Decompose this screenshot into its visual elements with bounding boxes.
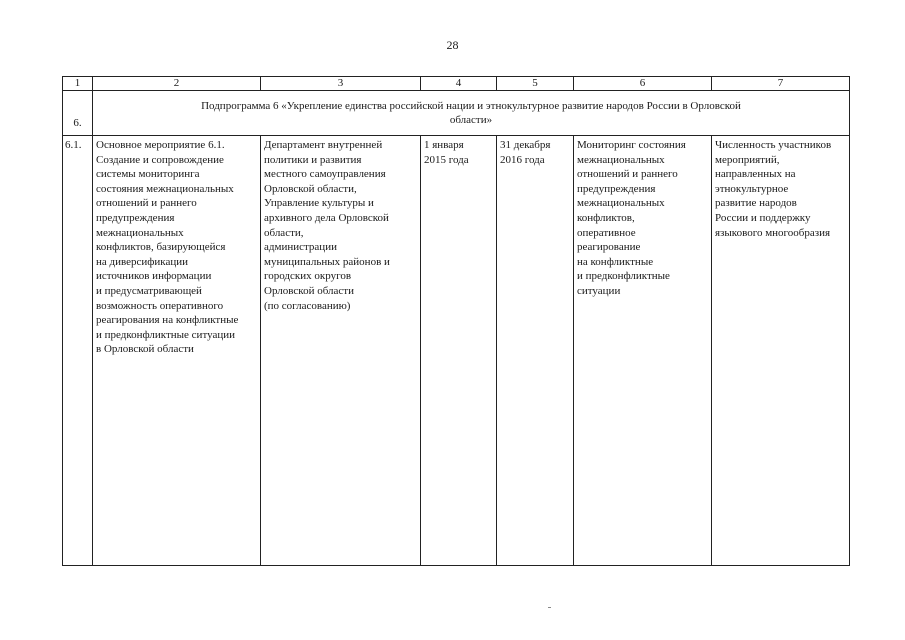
expected-result-line: Мониторинг состояния bbox=[577, 139, 686, 151]
program-table bbox=[62, 76, 850, 566]
indicator-line: России и поддержку bbox=[715, 211, 811, 224]
indicator-line: направленных на bbox=[715, 168, 796, 181]
expected-result-cell bbox=[574, 136, 712, 566]
column-number-cell: 4 bbox=[421, 77, 497, 91]
measure-description-line: и предконфликтные ситуации bbox=[96, 328, 236, 341]
indicator-line: развитие народов bbox=[715, 197, 797, 210]
measure-description-line: на диверсификации bbox=[96, 255, 189, 268]
start-date-line: 1 января bbox=[424, 139, 464, 151]
expected-result-line: ситуации bbox=[577, 284, 621, 297]
executor-line: области, bbox=[264, 226, 304, 239]
column-number-cell: 3 bbox=[261, 77, 421, 91]
indicator-line: языкового многообразия bbox=[715, 226, 831, 239]
expected-result-line: конфликтов, bbox=[577, 211, 635, 224]
measure-row bbox=[63, 136, 850, 566]
column-number-cell: 6 bbox=[574, 77, 712, 91]
executor-line: (по согласованию) bbox=[264, 299, 351, 312]
scan-speck bbox=[548, 607, 551, 608]
subprogram-row bbox=[63, 91, 850, 136]
expected-result-line: оперативное bbox=[577, 226, 636, 239]
measure-description-line: предупреждения bbox=[96, 211, 175, 224]
measure-description-line: системы мониторинга bbox=[96, 168, 200, 181]
measure-description-line: конфликтов, базирующейся bbox=[96, 241, 226, 254]
measure-description-line: и предусматривающей bbox=[96, 284, 202, 297]
end-date-line: 2016 года bbox=[500, 153, 545, 166]
executor-line: политики и развития bbox=[264, 153, 362, 166]
measure-description-line: межнациональных bbox=[96, 226, 184, 239]
expected-result-line: межнациональных bbox=[577, 153, 665, 166]
measure-number: 6.1. bbox=[63, 136, 93, 566]
executor-line: Департамент внутренней bbox=[264, 139, 383, 151]
column-number-cell: 5 bbox=[497, 77, 574, 91]
end-date-cell bbox=[497, 136, 574, 566]
measure-description-line: в Орловской области bbox=[96, 343, 194, 356]
measure-description-line: возможность оперативного bbox=[96, 299, 224, 312]
executor-line: городских округов bbox=[264, 270, 352, 283]
measure-description-line: Создание и сопровождение bbox=[96, 153, 224, 166]
expected-result-line: реагирование bbox=[577, 241, 641, 254]
indicator-cell bbox=[712, 136, 850, 566]
expected-result-line: на конфликтные bbox=[577, 255, 654, 268]
measure-description-line: отношений и раннего bbox=[96, 197, 197, 210]
column-number-cell: 2 bbox=[93, 77, 261, 91]
column-number-cell: 1 bbox=[63, 77, 93, 91]
indicator-line: Численность участников bbox=[715, 139, 832, 151]
subprogram-title: Подпрограмма 6 «Укрепление единства российской нации и этнокультурное развитие народов России в Орловской области» bbox=[201, 100, 741, 126]
column-number-cell: 7 bbox=[712, 77, 850, 91]
executor-line: Управление культуры и bbox=[264, 197, 374, 210]
expected-result-line: и предконфликтные bbox=[577, 270, 670, 283]
executor-line: муниципальных районов и bbox=[264, 255, 390, 268]
column-number-row bbox=[63, 77, 850, 91]
executor-line: Орловской области, bbox=[264, 182, 357, 195]
subprogram-number: 6. bbox=[63, 91, 93, 136]
subprogram-title-cell bbox=[93, 91, 850, 136]
executor-line: Орловской области bbox=[264, 284, 354, 297]
start-date-cell bbox=[421, 136, 497, 566]
measure-description-line: источников информации bbox=[96, 270, 212, 283]
executor-line: местного самоуправления bbox=[264, 168, 386, 181]
start-date-line: 2015 года bbox=[424, 153, 469, 166]
executor-line: архивного дела Орловской bbox=[264, 211, 389, 224]
expected-result-line: предупреждения bbox=[577, 182, 656, 195]
executor-cell bbox=[261, 136, 421, 566]
measure-description-line: реагирования на конфликтные bbox=[96, 314, 239, 327]
end-date-line: 31 декабря bbox=[500, 139, 551, 151]
indicator-line: мероприятий, bbox=[715, 153, 780, 166]
measure-description-line: состояния межнациональных bbox=[96, 182, 234, 195]
page-number: 28 bbox=[446, 38, 459, 52]
expected-result-line: отношений и раннего bbox=[577, 168, 678, 181]
measure-description-line: Основное мероприятие 6.1. bbox=[96, 139, 225, 151]
measure-description-cell bbox=[93, 136, 261, 566]
indicator-line: этнокультурное bbox=[715, 182, 789, 195]
expected-result-line: межнациональных bbox=[577, 197, 665, 210]
executor-line: администрации bbox=[264, 241, 337, 254]
